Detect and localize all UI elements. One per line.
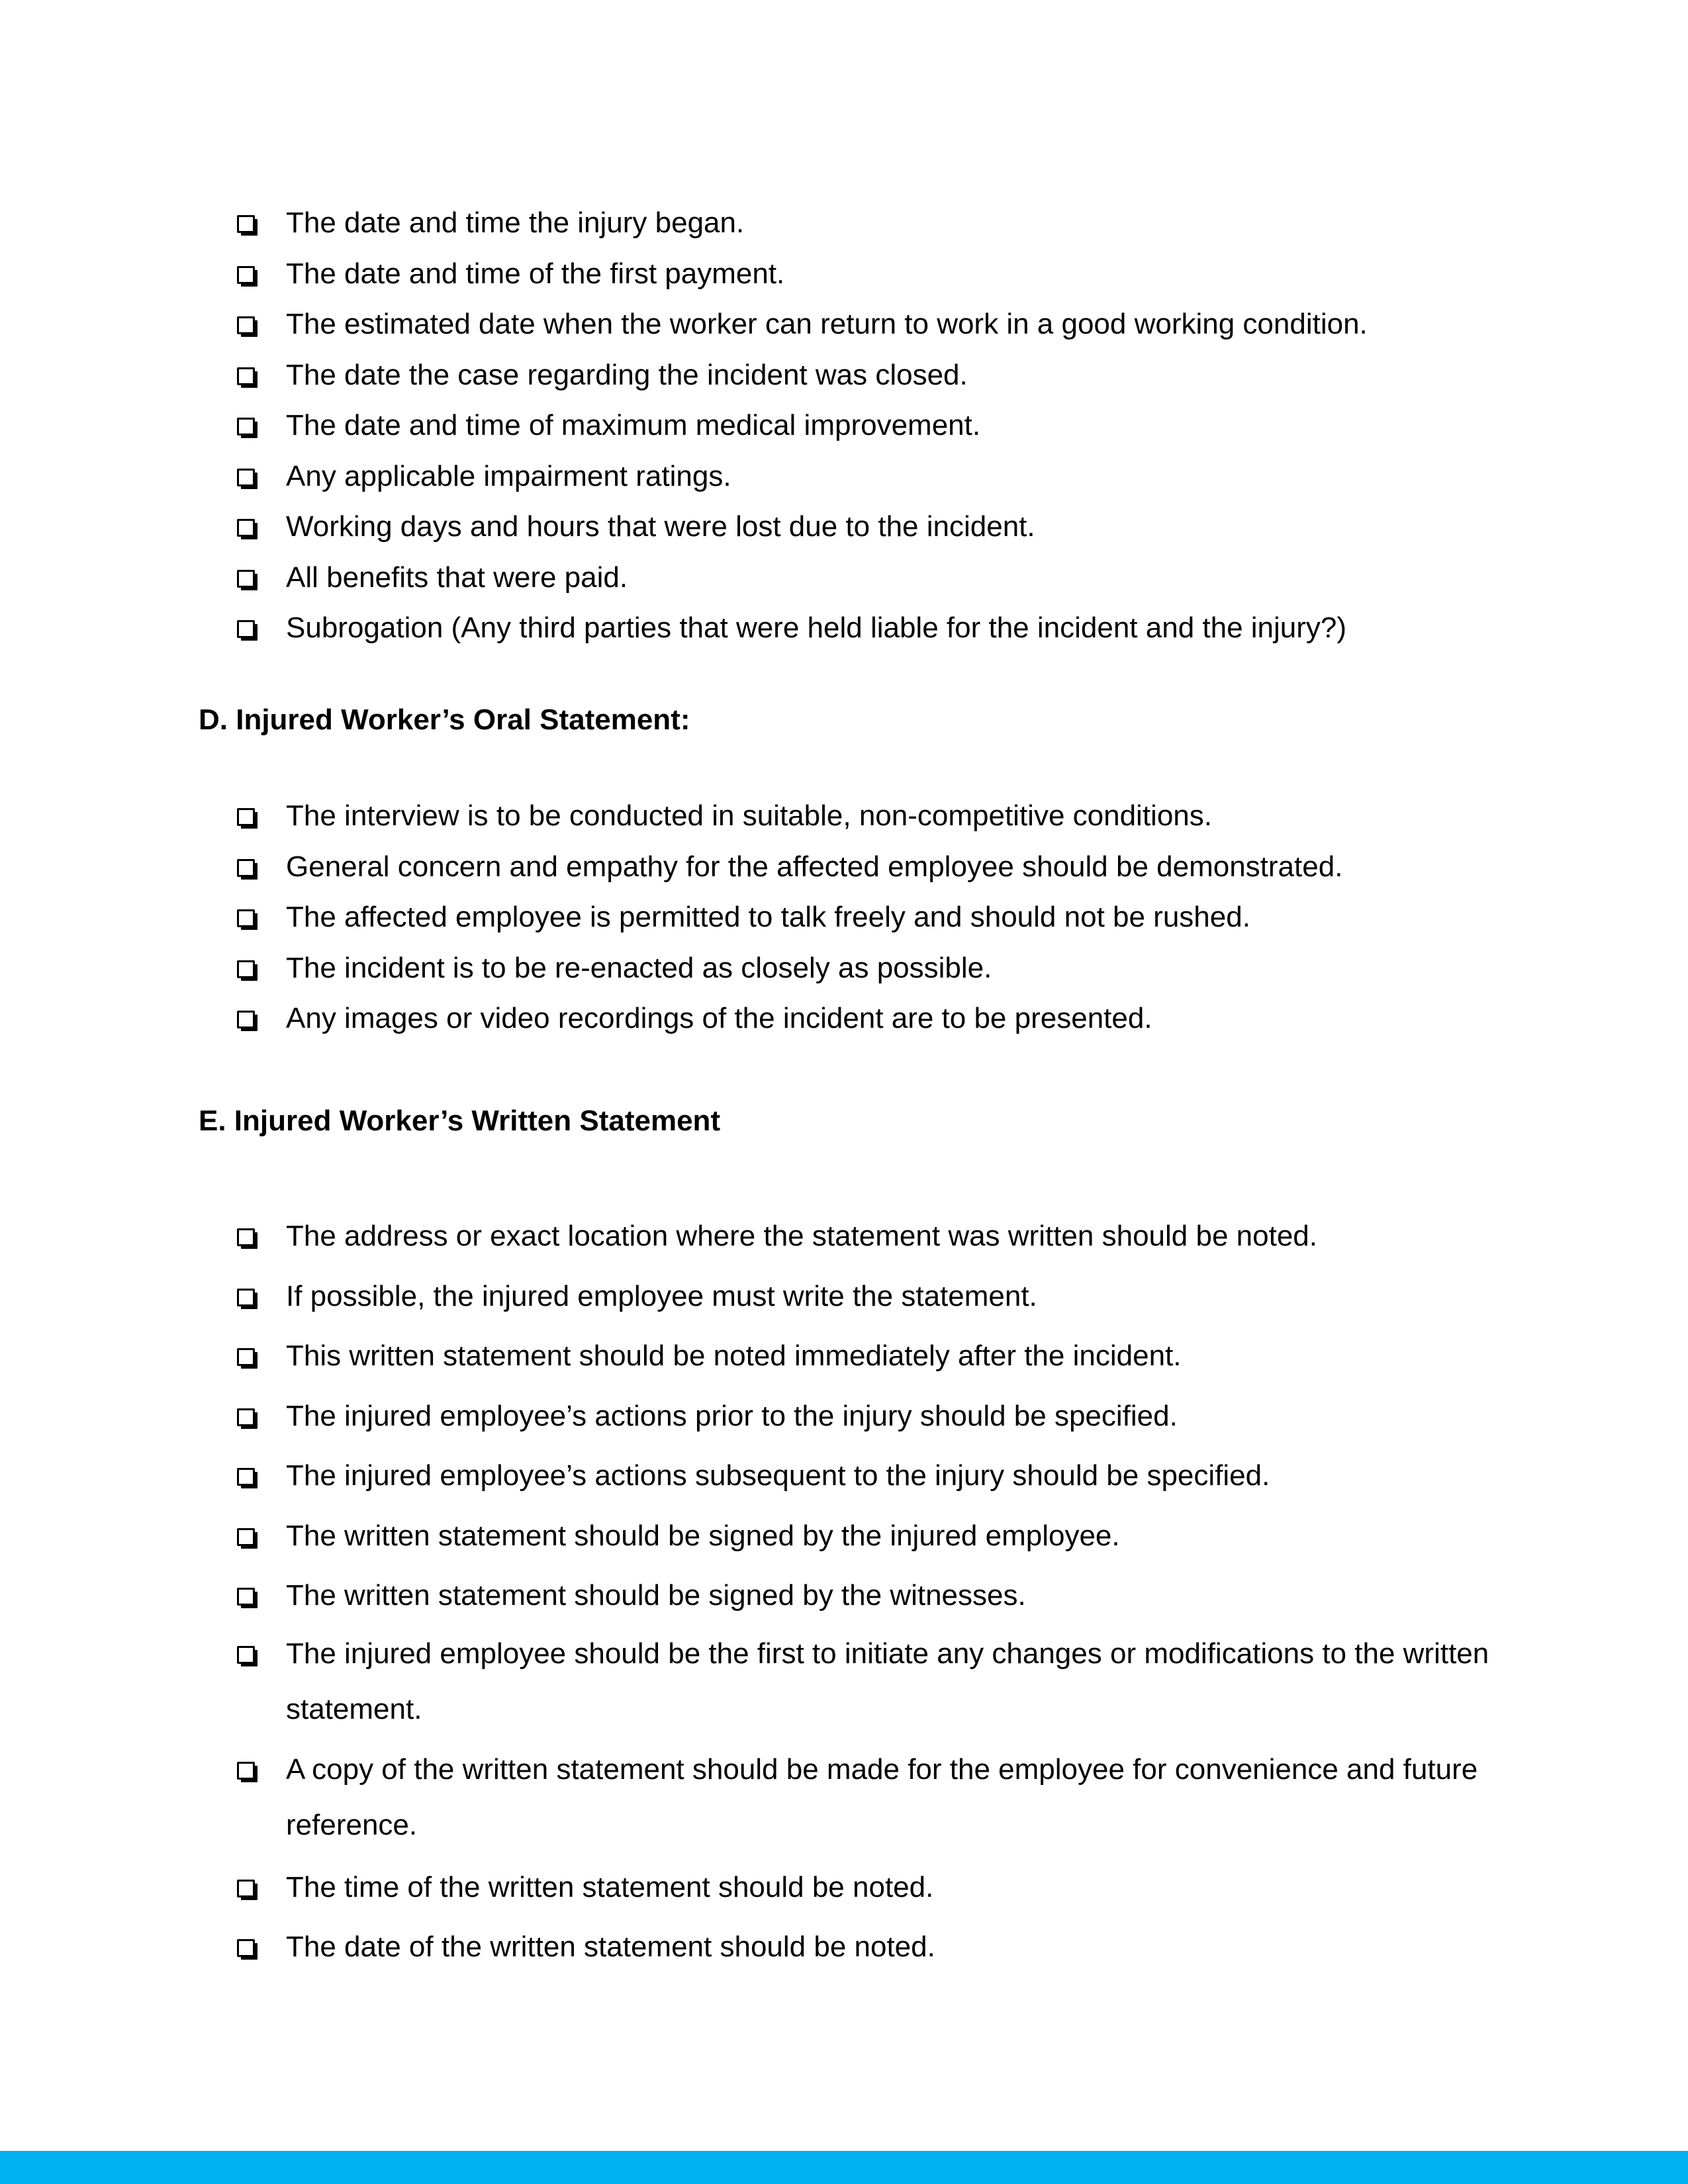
checkbox-icon[interactable] xyxy=(237,1348,255,1366)
checkbox-icon[interactable] xyxy=(237,960,255,978)
list-item: All benefits that were paid. xyxy=(237,553,1495,604)
list-item: If possible, the injured employee must write the statement. xyxy=(237,1267,1495,1327)
list-item: Any images or video recordings of the incident are to be presented. xyxy=(237,993,1495,1044)
checkbox-icon[interactable] xyxy=(237,215,255,233)
checkbox-icon[interactable] xyxy=(237,570,255,588)
list-item: Subrogation (Any third parties that were held liable for the incident and the injury?) xyxy=(237,603,1495,654)
section-e-checklist xyxy=(237,1206,1495,1978)
checkbox-icon[interactable] xyxy=(237,808,255,826)
list-item: The injured employee should be the first to initiate any changes or modifications to the written statement. xyxy=(237,1626,1495,1737)
checkbox-icon[interactable] xyxy=(237,266,255,284)
list-item: The date and time of the first payment. xyxy=(237,249,1495,300)
checkbox-icon[interactable] xyxy=(237,367,255,385)
list-item: The date of the written statement should be noted. xyxy=(237,1917,1495,1978)
list-item: The time of the written statement should be noted. xyxy=(237,1858,1495,1918)
list-item: The injured employee’s actions subsequent to the injury should be specified. xyxy=(237,1446,1495,1506)
list-item: The incident is to be re-enacted as closely as possible. xyxy=(237,943,1495,994)
section-d-heading: D. Injured Worker’s Oral Statement: xyxy=(199,704,690,736)
checkbox-icon[interactable] xyxy=(237,1762,255,1780)
list-item: This written statement should be noted immediately after the incident. xyxy=(237,1326,1495,1387)
checkbox-icon[interactable] xyxy=(237,1408,255,1426)
checkbox-icon[interactable] xyxy=(237,1228,255,1246)
list-item: The date and time the injury began. xyxy=(237,198,1495,249)
list-item: The written statement should be signed by the witnesses. xyxy=(237,1566,1495,1626)
list-item: Working days and hours that were lost due to the incident. xyxy=(237,502,1495,553)
section-d-checklist xyxy=(237,791,1495,1044)
list-item: The interview is to be conducted in suitable, non-competitive conditions. xyxy=(237,791,1495,842)
checkbox-icon[interactable] xyxy=(237,1939,255,1957)
list-item: The date and time of maximum medical improvement. xyxy=(237,400,1495,451)
checkbox-icon[interactable] xyxy=(237,620,255,638)
footer-bar xyxy=(0,2151,1688,2184)
section-c-checklist xyxy=(237,198,1495,654)
checkbox-icon[interactable] xyxy=(237,1528,255,1546)
checkbox-icon[interactable] xyxy=(237,859,255,877)
checkbox-icon[interactable] xyxy=(237,909,255,927)
list-item: The address or exact location where the statement was written should be noted. xyxy=(237,1206,1495,1267)
list-item: The estimated date when the worker can return to work in a good working condition. xyxy=(237,299,1495,350)
list-item: The injured employee’s actions prior to the injury should be specified. xyxy=(237,1387,1495,1447)
checkbox-icon[interactable] xyxy=(237,1880,255,1897)
list-item: The affected employee is permitted to talk freely and should not be rushed. xyxy=(237,892,1495,943)
section-e-heading: E. Injured Worker’s Written Statement xyxy=(199,1105,721,1137)
checkbox-icon[interactable] xyxy=(237,469,255,486)
checkbox-icon[interactable] xyxy=(237,1289,255,1306)
list-item: A copy of the written statement should be made for the employee for convenience and future reference. xyxy=(237,1742,1495,1853)
checkbox-icon[interactable] xyxy=(237,418,255,435)
checkbox-icon[interactable] xyxy=(237,519,255,537)
checkbox-icon[interactable] xyxy=(237,316,255,334)
checkbox-icon[interactable] xyxy=(237,1011,255,1028)
checkbox-icon[interactable] xyxy=(237,1588,255,1606)
list-item: The written statement should be signed by the injured employee. xyxy=(237,1506,1495,1567)
list-item: General concern and empathy for the affected employee should be demonstrated. xyxy=(237,842,1495,893)
list-item: Any applicable impairment ratings. xyxy=(237,451,1495,502)
checkbox-icon[interactable] xyxy=(237,1468,255,1486)
list-item: The date the case regarding the incident was closed. xyxy=(237,350,1495,401)
checkbox-icon[interactable] xyxy=(237,1646,255,1664)
